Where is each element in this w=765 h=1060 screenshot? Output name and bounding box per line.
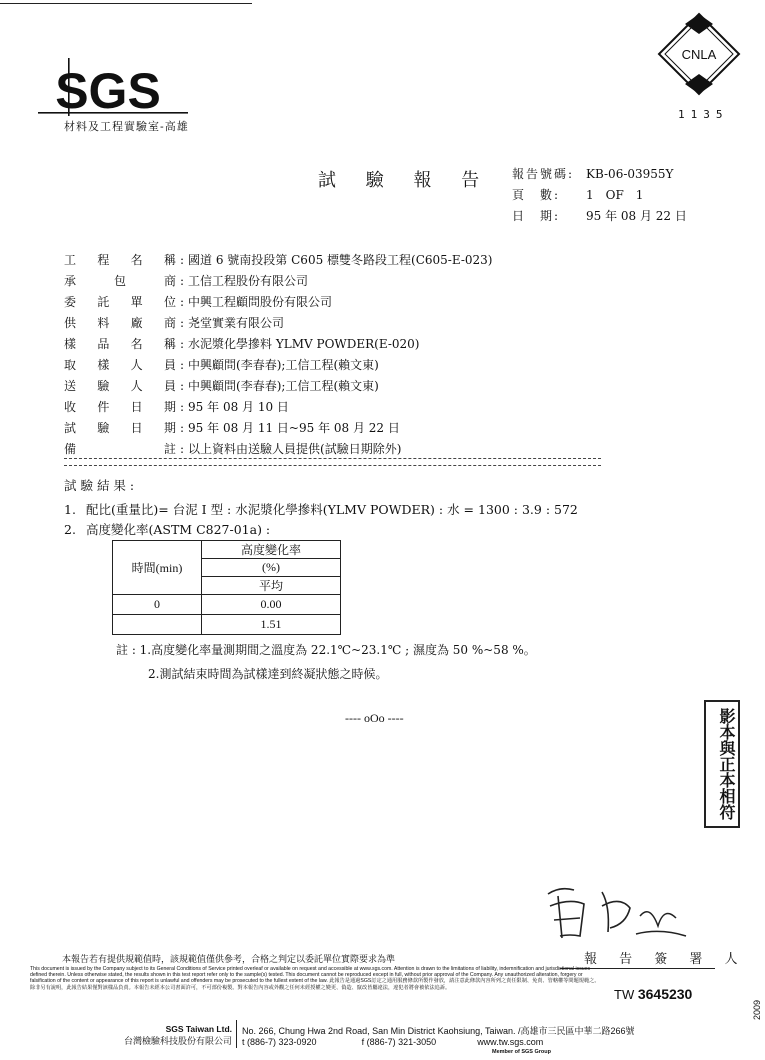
table-row bbox=[113, 615, 341, 635]
report-date: 95 年 08 月 22 日 bbox=[586, 209, 687, 223]
company-website: www.tw.sgs.com bbox=[477, 1037, 544, 1047]
disclaimer-en: This document is issued by the Company subject to its General Conditions of Service printed overleaf or available on request and accessible at www.sgs.com. Attention is drawn to the limitations of liability, indemnification and jurisdictional issues defined therein. Unless otherwise stated, the results shown in this test report refer only to the sample(s) tested. This document cannot be reproduced except in full, without prior approval of the Company. Any unauthorized alteration, forgery or falsification of the content or appearance of this report is unlawful and offenders may be prosecuted to the fullest extent of the law. 此報告是通過SGS訂定之通用服務條款所製作發放，請注意此條款內容所列之責任限制、免責、管轄權等問題規範之。除非另有說明，此報告結果僅對該樣品負責。本報告未經本公司書面許可，不可部份複製。對本報告內容或外觀之任何未經授權之變更、偽造、竄改皆屬違法，違犯者將會被依法追訴。 bbox=[30, 966, 600, 991]
info-value: 國道 6 號南投段第 C605 標雙冬路段工程(C605-E-023) bbox=[188, 253, 493, 267]
item-text: 配比(重量比)= 台泥 I 型 : 水泥漿化學摻料(YLMV POWDER) : 水 = 1300 : 3.9 : 572 bbox=[86, 502, 578, 517]
sgs-group-member: Member of SGS Group bbox=[492, 1049, 551, 1055]
svg-text:CNLA: CNLA bbox=[681, 47, 717, 62]
info-row bbox=[64, 355, 492, 376]
info-value: 中興顧問(李春春);工信工程(賴文東) bbox=[188, 358, 379, 372]
cell-time: 0 bbox=[113, 595, 202, 615]
signatory-label: 報 告 簽 署 人 bbox=[584, 952, 747, 967]
meta-label: 報告號碼: bbox=[512, 167, 575, 181]
header-rate: 高度變化率 bbox=[202, 541, 341, 559]
info-colon: : bbox=[180, 358, 185, 372]
cell-value: 0.00 bbox=[202, 595, 341, 615]
meta-row bbox=[512, 206, 687, 227]
cnla-accreditation-logo bbox=[655, 10, 743, 100]
report-meta bbox=[512, 164, 687, 227]
info-colon: : bbox=[180, 274, 185, 288]
info-label: 送 驗 人 員 bbox=[64, 379, 176, 393]
dashed-separator bbox=[64, 458, 601, 466]
meta-row bbox=[512, 164, 687, 185]
info-colon: : bbox=[180, 400, 185, 414]
item-number: 1. bbox=[64, 502, 76, 517]
handwritten-signature bbox=[540, 876, 690, 952]
info-label: 工 程 名 稱 bbox=[64, 253, 176, 267]
info-colon: : bbox=[180, 316, 185, 330]
company-fax: f (886-7) 321-3050 bbox=[361, 1037, 437, 1047]
height-change-table bbox=[112, 540, 341, 635]
info-label: 收 件 日 期 bbox=[64, 400, 176, 414]
info-label: 承 包 商 bbox=[64, 274, 176, 288]
info-value: 工信工程股份有限公司 bbox=[188, 274, 309, 288]
info-value: 中興顧問(李春春);工信工程(賴文東) bbox=[188, 379, 379, 393]
info-row bbox=[64, 334, 492, 355]
top-rule bbox=[0, 3, 252, 4]
company-zh: 台灣檢驗科技股份有限公司 bbox=[123, 1036, 232, 1046]
info-colon: : bbox=[180, 295, 185, 309]
report-title: 試 驗 報 告 bbox=[318, 170, 492, 191]
company-names bbox=[100, 1024, 232, 1047]
info-colon: : bbox=[180, 442, 185, 456]
info-value: 尧堂實業有限公司 bbox=[188, 316, 285, 330]
info-colon: : bbox=[180, 421, 185, 435]
header-rate-unit: (%) bbox=[202, 559, 341, 577]
info-value: 水泥漿化學摻料 YLMV POWDER(E-020) bbox=[188, 337, 420, 351]
info-value: 以上資料由送驗人員提供(試驗日期除外) bbox=[188, 442, 402, 456]
info-label: 委 託 單 位 bbox=[64, 295, 176, 309]
info-label: 取 樣 人 員 bbox=[64, 358, 176, 372]
result-item-mix-ratio bbox=[64, 500, 578, 518]
end-mark: ---- oOo ---- bbox=[345, 711, 404, 725]
footer-divider bbox=[236, 1020, 237, 1048]
cell-value: 1.51 bbox=[202, 615, 341, 635]
accreditation-number: 1135 bbox=[678, 108, 729, 121]
disclaimer-zh: 本報告若有提供規範值時，該規範值僅供參考，合格之判定以委託單位實際要求為準 bbox=[62, 955, 396, 965]
info-label: 樣 品 名 稱 bbox=[64, 337, 176, 351]
report-number: KB-06-03955Y bbox=[586, 167, 674, 181]
note-line: 2.測試結束時間為試樣達到終凝狀態之時候。 bbox=[148, 667, 388, 681]
form-year: 2009 bbox=[752, 1000, 762, 1021]
project-info bbox=[64, 250, 492, 460]
serial-number bbox=[614, 986, 692, 1002]
info-colon: : bbox=[180, 337, 185, 351]
note-line: 註 : 1.高度變化率量測期間之溫度為 22.1℃~23.1℃ ; 濕度為 50 %~58 %。 bbox=[116, 643, 536, 657]
header-time: 時間(min) bbox=[113, 541, 202, 595]
info-value: 95 年 08 月 11 日~95 年 08 月 22 日 bbox=[188, 421, 400, 435]
company-address: No. 266, Chung Hwa 2nd Road, San Min District Kaohsiung, Taiwan. /高雄市三民區中華二路266號 bbox=[242, 1026, 635, 1036]
serial-value: 3645230 bbox=[637, 986, 693, 1002]
notes bbox=[116, 638, 536, 686]
table-row bbox=[113, 595, 341, 615]
item-number: 2. bbox=[64, 522, 76, 537]
info-colon: : bbox=[180, 379, 185, 393]
info-row bbox=[64, 376, 492, 397]
svg-text:SGS: SGS bbox=[55, 63, 161, 119]
info-row bbox=[64, 397, 492, 418]
contact-line bbox=[242, 1037, 635, 1047]
info-label: 試 驗 日 期 bbox=[64, 421, 176, 435]
info-colon: : bbox=[180, 253, 185, 267]
page-count: 1 OF 1 bbox=[586, 188, 644, 202]
serial-prefix: TW bbox=[614, 987, 635, 1002]
cell-time bbox=[113, 615, 202, 635]
result-item-height-change bbox=[64, 520, 270, 538]
table-header-row bbox=[113, 541, 341, 559]
info-value: 95 年 08 月 10 日 bbox=[188, 400, 289, 414]
info-label: 備 註 bbox=[64, 442, 176, 456]
info-row bbox=[64, 271, 492, 292]
company-en: SGS Taiwan Ltd. bbox=[165, 1024, 232, 1034]
company-contact bbox=[242, 1024, 635, 1047]
company-tel: t (886-7) 323-0920 bbox=[242, 1037, 317, 1047]
info-row bbox=[64, 418, 492, 439]
info-row bbox=[64, 313, 492, 334]
info-value: 中興工程顧問股份有限公司 bbox=[188, 295, 333, 309]
meta-row bbox=[512, 185, 687, 206]
header-average: 平均 bbox=[202, 577, 341, 595]
copy-certified-stamp: 影本與正本相符 bbox=[704, 700, 740, 828]
info-label: 供 料 廠 商 bbox=[64, 316, 176, 330]
results-heading: 試 驗 結 果 : bbox=[64, 478, 135, 493]
info-row bbox=[64, 292, 492, 313]
lab-name: 材料及工程實驗室-高雄 bbox=[64, 120, 189, 133]
meta-label: 日 期: bbox=[512, 209, 561, 223]
item-text: 高度變化率(ASTM C827-01a) : bbox=[86, 522, 271, 537]
meta-label: 頁 數: bbox=[512, 188, 561, 202]
info-row bbox=[64, 439, 492, 460]
info-row bbox=[64, 250, 492, 271]
